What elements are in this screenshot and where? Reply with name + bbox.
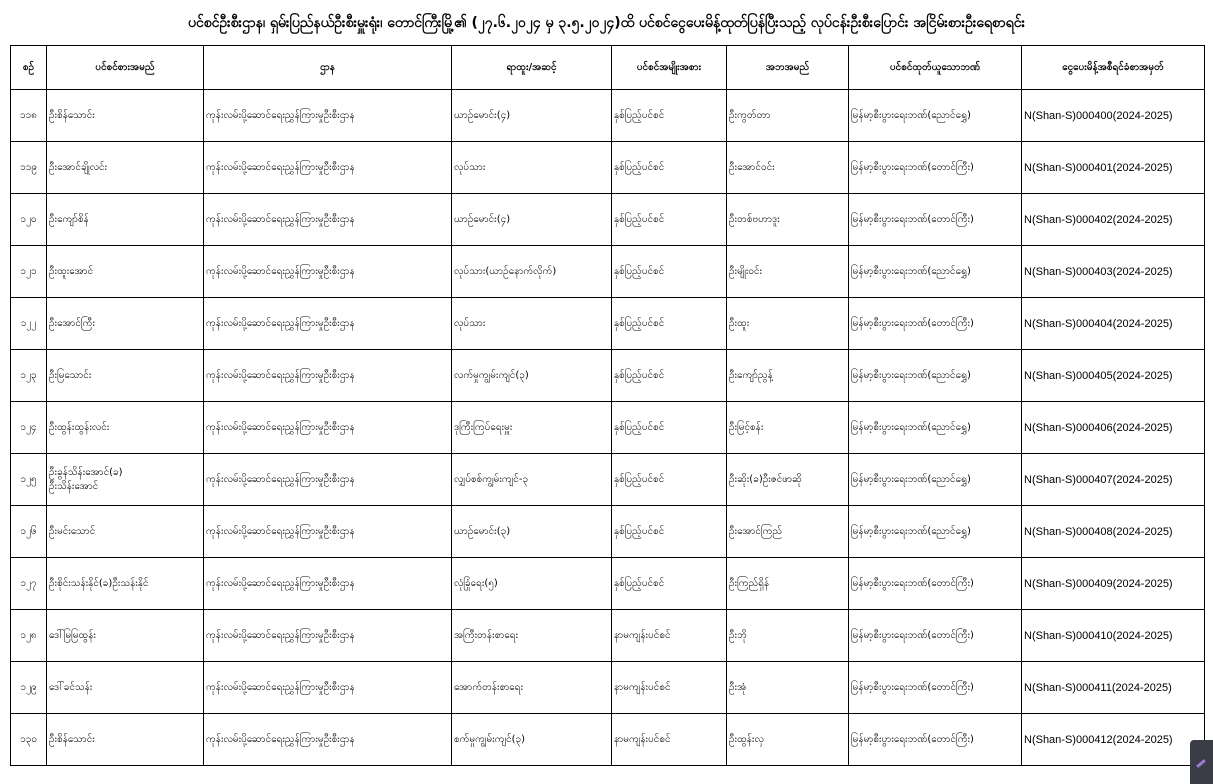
document-title: ပင်စင်ဦးစီးဌာန၊ ရှမ်းပြည်နယ်ဦးစီးမှူးရုံး၊ တောင်ကြီးမြို့၏ (၂၇.၆.၂၀၂၄ မှ ၃.၅.၂၀၂၄)ထိ ပင်စင်ငွေပေးမိန့်ထုတ်ပြန်ပြီးသည့် လုပ်ငန်းဦးစီးပြောင်း အငြိမ်းစားဦးရေစာရင်း (187, 15, 1026, 31)
table-row (11, 454, 1205, 506)
cell-pension-type: နှစ်ပြည့်ပင်စင် (612, 194, 727, 246)
cell-rank: လုပ်သား (452, 298, 612, 350)
cell-rank: ယာဉ်မောင်း(၄) (452, 194, 612, 246)
cell-rank: လုံခြုံရေး(၅) (452, 558, 612, 610)
table-row (11, 402, 1205, 454)
cell-no: ၁၂၇ (11, 558, 47, 610)
cell-pension-type: နာမကျန်းပင်စင် (612, 714, 727, 766)
cell-name: ဦးမြသောင်း (47, 350, 204, 402)
cell-department: ကုန်းလမ်းပို့ဆောင်ရေးညွှန်ကြားမှုဦးစီးဌာန (204, 558, 452, 610)
cell-rank: ဒုကြီးကြပ်ရေးမှူး (452, 402, 612, 454)
cell-no: ၁၂၁ (11, 246, 47, 298)
cell-no: ၁၂၄ (11, 402, 47, 454)
table-row (11, 506, 1205, 558)
cell-father-name: ဦးမျိုးဝင်း (727, 246, 849, 298)
header-permit-no: ငွေပေးမိန့်အစီရင်ခံစာအမှတ် (1022, 46, 1205, 90)
cell-name: ဦးထွန်းထွန်းလင်း (47, 402, 204, 454)
table-row (11, 350, 1205, 402)
cell-department: ကုန်းလမ်းပို့ဆောင်ရေးညွှန်ကြားမှုဦးစီးဌာန (204, 246, 452, 298)
cell-rank: စက်မှုကျွမ်းကျင်(၃) (452, 714, 612, 766)
cell-bank: မြန်မာ့စီးပွားရေးဘဏ်(တောင်ကြီး) (849, 610, 1022, 662)
cell-father-name: ဦးမြင့်စန်း (727, 402, 849, 454)
cell-pension-type: နှစ်ပြည့်ပင်စင် (612, 246, 727, 298)
table-header-row (11, 46, 1205, 90)
cell-name: ဒေါ်မြမြထွန်း (47, 610, 204, 662)
cell-no: ၁၂၅ (11, 454, 47, 506)
cell-permit-no: N(Shan-S)000406(2024-2025) (1022, 402, 1205, 454)
cell-permit-no: N(Shan-S)000403(2024-2025) (1022, 246, 1205, 298)
cell-father-name: ဦးကြည်ရှိန် (727, 558, 849, 610)
cell-bank: မြန်မာ့စီးပွားရေးဘဏ်(တောင်ကြီး) (849, 714, 1022, 766)
table-row (11, 194, 1205, 246)
cell-permit-no: N(Shan-S)000405(2024-2025) (1022, 350, 1205, 402)
cell-department: ကုန်းလမ်းပို့ဆောင်ရေးညွှန်ကြားမှုဦးစီးဌာန (204, 402, 452, 454)
cell-permit-no: N(Shan-S)000404(2024-2025) (1022, 298, 1205, 350)
cell-permit-no: N(Shan-S)000411(2024-2025) (1022, 662, 1205, 714)
cell-father-name: ဦးထူး (727, 298, 849, 350)
cell-name: ဒေါ်ခင်သန်း (47, 662, 204, 714)
cell-father-name: ဦးကျော်ညွန့် (727, 350, 849, 402)
header-rank: ရာထူး/အဆင့် (452, 46, 612, 90)
header-no: စဉ် (11, 46, 47, 90)
cell-father-name: ဦးအောင်ကြည် (727, 506, 849, 558)
cell-department: ကုန်းလမ်းပို့ဆောင်ရေးညွှန်ကြားမှုဦးစီးဌာန (204, 714, 452, 766)
cell-name: ဦးအောင်ကြီး (47, 298, 204, 350)
cell-name: ဦးအောင်ချိုလင်း (47, 142, 204, 194)
cell-bank: မြန်မာ့စီးပွားရေးဘဏ်(ညောင်ရွှေ) (849, 402, 1022, 454)
cell-bank: မြန်မာ့စီးပွားရေးဘဏ်(တောင်ကြီး) (849, 194, 1022, 246)
header-pension-type: ပင်စင်အမျိုးအစား (612, 46, 727, 90)
cell-father-name: ဦးကွတ်တာ (727, 90, 849, 142)
cell-name: ဦးမင်းသောင် (47, 506, 204, 558)
cell-department: ကုန်းလမ်းပို့ဆောင်ရေးညွှန်ကြားမှုဦးစီးဌာန (204, 350, 452, 402)
cell-father-name: ဦးအောင်ဝင်း (727, 142, 849, 194)
cell-father-name: ဦးအုံ (727, 662, 849, 714)
cell-father-name: ဦးဆိုး(ခ)ဦးဇင်ဖာဆို (727, 454, 849, 506)
cell-bank: မြန်မာ့စီးပွားရေးဘဏ်(ညောင်ရွှေ) (849, 246, 1022, 298)
cell-permit-no: N(Shan-S)000409(2024-2025) (1022, 558, 1205, 610)
cell-bank: မြန်မာ့စီးပွားရေးဘဏ်(ညောင်ရွှေ) (849, 506, 1022, 558)
header-father-name: အဘအမည် (727, 46, 849, 90)
cell-no: ၁၂၀ (11, 194, 47, 246)
cell-bank: မြန်မာ့စီးပွားရေးဘဏ်(တောင်ကြီး) (849, 298, 1022, 350)
cell-name: ဦးကျော်စိန် (47, 194, 204, 246)
cell-name: ဦးစိုင်းသန်းနိုင်(ခ)ဦးသန်းနိုင် (47, 558, 204, 610)
cell-rank: အကြီးတန်းစာရေး (452, 610, 612, 662)
cell-pension-type: နှစ်ပြည့်ပင်စင် (612, 350, 727, 402)
cell-no: ၁၂၉ (11, 662, 47, 714)
header-department: ဌာန (204, 46, 452, 90)
cell-father-name: ဦးဘို (727, 610, 849, 662)
cell-department: ကုန်းလမ်းပို့ဆောင်ရေးညွှန်ကြားမှုဦးစီးဌာန (204, 298, 452, 350)
cell-name: ဦးခွန်သိန်းအောင်(ခ) ဦးသိန်းအောင် (47, 454, 204, 506)
cell-permit-no: N(Shan-S)000412(2024-2025) (1022, 714, 1205, 766)
cell-department: ကုန်းလမ်းပို့ဆောင်ရေးညွှန်ကြားမှုဦးစီးဌာန (204, 610, 452, 662)
cell-permit-no: N(Shan-S)000410(2024-2025) (1022, 610, 1205, 662)
cell-bank: မြန်မာ့စီးပွားရေးဘဏ်(တောင်ကြီး) (849, 662, 1022, 714)
cell-pension-type: နှစ်ပြည့်ပင်စင် (612, 90, 727, 142)
cell-bank: မြန်မာ့စီးပွားရေးဘဏ်(တောင်ကြီး) (849, 142, 1022, 194)
cell-permit-no: N(Shan-S)000400(2024-2025) (1022, 90, 1205, 142)
cell-rank: လုပ်သား(ယာဉ်နောက်လိုက်) (452, 246, 612, 298)
cell-bank: မြန်မာ့စီးပွားရေးဘဏ်(ညောင်ရွှေ) (849, 454, 1022, 506)
cell-permit-no: N(Shan-S)000401(2024-2025) (1022, 142, 1205, 194)
cell-no: ၁၁၉ (11, 142, 47, 194)
cell-department: ကုန်းလမ်းပို့ဆောင်ရေးညွှန်ကြားမှုဦးစီးဌာန (204, 90, 452, 142)
pen-icon (1196, 759, 1206, 768)
cell-permit-no: N(Shan-S)000407(2024-2025) (1022, 454, 1205, 506)
cell-permit-no: N(Shan-S)000402(2024-2025) (1022, 194, 1205, 246)
cell-rank: လက်မှုကျွမ်းကျင်(၃) (452, 350, 612, 402)
table-row (11, 558, 1205, 610)
table-row (11, 714, 1205, 766)
cell-bank: မြန်မာ့စီးပွားရေးဘဏ်(ညောင်ရွှေ) (849, 90, 1022, 142)
cell-pension-type: နှစ်ပြည့်ပင်စင် (612, 402, 727, 454)
scroll-widget[interactable] (1190, 740, 1213, 784)
cell-no: ၁၂၂ (11, 298, 47, 350)
cell-rank: လုပ်သား (452, 142, 612, 194)
cell-pension-type: နာမကျန်းပင်စင် (612, 610, 727, 662)
cell-rank: အောက်တန်းစာရေး (452, 662, 612, 714)
table-row (11, 90, 1205, 142)
cell-rank: ယာဉ်မောင်း(၃) (452, 506, 612, 558)
cell-department: ကုန်းလမ်းပို့ဆောင်ရေးညွှန်ကြားမှုဦးစီးဌာန (204, 194, 452, 246)
cell-no: ၁၂၆ (11, 506, 47, 558)
cell-department: ကုန်းလမ်းပို့ဆောင်ရေးညွှန်ကြားမှုဦးစီးဌာန (204, 662, 452, 714)
cell-pension-type: နာမကျန်းပင်စင် (612, 662, 727, 714)
header-name: ပင်စင်စားအမည် (47, 46, 204, 90)
cell-no: ၁၁၈ (11, 90, 47, 142)
pensioner-table (10, 45, 1205, 766)
cell-department: ကုန်းလမ်းပို့ဆောင်ရေးညွှန်ကြားမှုဦးစီးဌာန (204, 142, 452, 194)
cell-pension-type: နှစ်ပြည့်ပင်စင် (612, 558, 727, 610)
cell-permit-no: N(Shan-S)000408(2024-2025) (1022, 506, 1205, 558)
table-row (11, 298, 1205, 350)
cell-department: ကုန်းလမ်းပို့ဆောင်ရေးညွှန်ကြားမှုဦးစီးဌာန (204, 454, 452, 506)
table-row (11, 142, 1205, 194)
cell-father-name: ဦးထွန်းလှ (727, 714, 849, 766)
cell-no: ၁၂၈ (11, 610, 47, 662)
cell-no: ၁၃၀ (11, 714, 47, 766)
header-bank: ပင်စင်ထုတ်ယူသောဘဏ် (849, 46, 1022, 90)
cell-no: ၁၂၃ (11, 350, 47, 402)
cell-department: ကုန်းလမ်းပို့ဆောင်ရေးညွှန်ကြားမှုဦးစီးဌာန (204, 506, 452, 558)
table-row (11, 610, 1205, 662)
cell-name: ဦးစိန်သောင်း (47, 90, 204, 142)
cell-father-name: ဦးတစ်ဗဟာဒူး (727, 194, 849, 246)
cell-rank: လျှပ်စစ်ကျွမ်းကျင်-၃ (452, 454, 612, 506)
cell-pension-type: နှစ်ပြည့်ပင်စင် (612, 506, 727, 558)
cell-pension-type: နှစ်ပြည့်ပင်စင် (612, 142, 727, 194)
table-row (11, 662, 1205, 714)
cell-pension-type: နှစ်ပြည့်ပင်စင် (612, 298, 727, 350)
cell-bank: မြန်မာ့စီးပွားရေးဘဏ်(တောင်ကြီး) (849, 558, 1022, 610)
table-row (11, 246, 1205, 298)
cell-rank: ယာဉ်မောင်း(၄) (452, 90, 612, 142)
cell-pension-type: နှစ်ပြည့်ပင်စင် (612, 454, 727, 506)
cell-bank: မြန်မာ့စီးပွားရေးဘဏ်(ညောင်ရွှေ) (849, 350, 1022, 402)
cell-name: ဦးထူးအောင် (47, 246, 204, 298)
cell-name: ဦးစိန်သောင်း (47, 714, 204, 766)
